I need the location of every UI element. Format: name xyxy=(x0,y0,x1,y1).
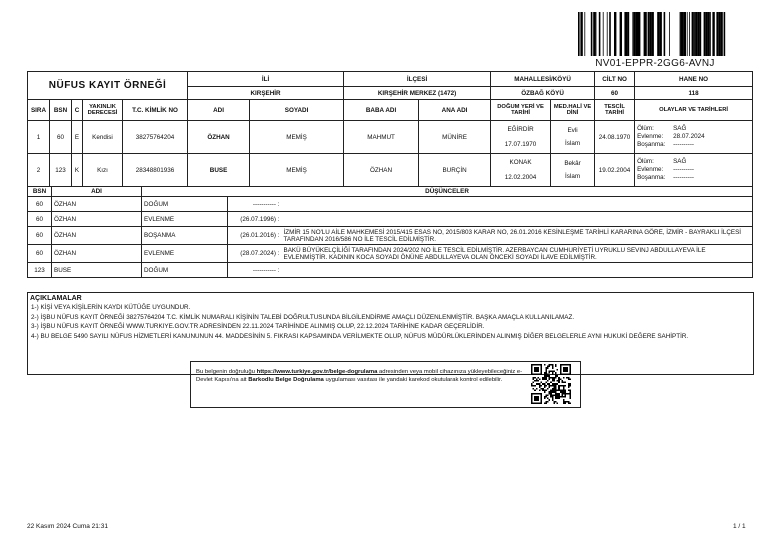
header-ilce: İLÇESİ xyxy=(344,72,491,87)
note-olay: EVLENME xyxy=(142,245,228,263)
bosanma-label: Boşanma: xyxy=(637,174,666,181)
cell-tc: 38275764204 xyxy=(123,121,188,154)
col-tescil: TESCİL TARİHİ xyxy=(595,100,635,121)
verify-text-2: adresinden veya mobil cihazınıza yükleyebileceğiniz e-Devlet Kapısı'na ait xyxy=(196,369,523,383)
col-medeni: MED.HALİ VE DİNİ xyxy=(551,100,595,121)
col-olaylar: OLAYLAR VE TARİHLERİ xyxy=(635,100,753,121)
dogum-tarihi: 17.07.1970 xyxy=(504,141,537,148)
cell-c: K xyxy=(72,154,83,187)
page-title: NÜFUS KAYIT ÖRNEĞİ xyxy=(28,72,188,100)
note-aciklama xyxy=(282,197,753,212)
verify-url-link[interactable]: https://www.turkiye.gov.tr/belge-dogrulama xyxy=(256,369,378,375)
cell-dogum xyxy=(491,121,551,154)
note-aciklama: İZMİR 15 NO'LU AİLE MAHKEMESİ 2015/415 ESAS NO, 2015/803 KARAR NO, 26.01.2016 KESİNLEŞME TARİHLİ KARARINA GÖRE, İZMİR - BAYRAKLI İLÇESİ TARAFINDAN 2016/586 NO İLE TESCİL EDİLMİŞTİR. xyxy=(282,227,753,245)
cell-yakinlik: Kızı xyxy=(83,154,123,187)
note-row xyxy=(28,227,753,245)
olum-label: Ölüm: xyxy=(637,158,654,165)
evlenme-label: Evlenme: xyxy=(637,133,664,140)
note-bsn: 60 xyxy=(28,197,52,212)
cell-adi: BUSE xyxy=(188,154,250,187)
note-adi: ÖZHAN xyxy=(52,245,142,263)
value-cilt-no: 60 xyxy=(595,87,635,100)
aciklama-line: 1-) KİŞİ VEYA KİŞİLERİN KAYDI KÜTÜĞE UYGUNDUR. xyxy=(31,304,191,311)
bosanma-value: ---------- xyxy=(673,141,695,148)
cell-baba: MAHMUT xyxy=(344,121,419,154)
note-bsn: 60 xyxy=(28,227,52,245)
cell-bsn: 60 xyxy=(50,121,72,154)
medeni-hal: Bekâr xyxy=(564,160,581,167)
cell-soyadi: MEMİŞ xyxy=(250,154,344,187)
note-tarih: (28.07.2024) : xyxy=(228,245,282,263)
verify-app-name: Barkodlu Belge Doğrulama xyxy=(248,376,324,383)
cell-olaylar xyxy=(635,121,753,154)
aciklama-line: 2-) İŞBU NÜFUS KAYIT ÖRNEĞİ 38275764204 T.C. KİMLİK NUMARALI KİŞİNİN TALEBİ DOĞRULTUSUNDA BİLGİLENDİRME AMAÇLI DÜZENLENMİŞTİR. BAŞKA AMAÇLA KULLANILAMAZ. xyxy=(31,313,575,321)
cell-ana: BURÇİN xyxy=(419,154,491,187)
main-table xyxy=(27,71,753,187)
table-row xyxy=(28,121,753,154)
din: İslam xyxy=(565,173,581,180)
cell-soyadi: MEMİŞ xyxy=(250,121,344,154)
cell-medeni xyxy=(551,154,595,187)
notes-col-bsn: BSN xyxy=(28,187,52,197)
medeni-hal: Evli xyxy=(567,127,578,134)
cell-adi: ÖZHAN xyxy=(188,121,250,154)
note-olay: BOŞANMA xyxy=(142,227,228,245)
value-ilce: KIRŞEHİR MERKEZ (1472) xyxy=(344,87,491,100)
note-row xyxy=(28,245,753,263)
col-yakinlik: YAKINLIK DERECESİ xyxy=(83,100,123,121)
din: İslam xyxy=(565,140,581,147)
barcode-icon xyxy=(578,12,728,56)
col-baba: BABA ADI xyxy=(344,100,419,121)
cell-dogum xyxy=(491,154,551,187)
note-adi: BUSE xyxy=(52,263,142,278)
cell-medeni xyxy=(551,121,595,154)
cell-olaylar xyxy=(635,154,753,187)
evlenme-label: Evlenme: xyxy=(637,166,664,173)
footer-page-number: 1 / 1 xyxy=(733,523,746,530)
verify-text-1: Bu belgenin doğruluğu xyxy=(196,369,257,375)
note-olay: DOĞUM xyxy=(142,197,228,212)
note-aciklama: BAKÜ BÜYÜKELÇİLİĞİ TARAFINDAN 2024/202 NO İLE TESCİL EDİLMİŞTİR. AZERBAYCAN CUMHURİYETİ UYRUKLU SEVINJ ABDULLAYEVA İLE EVLENMİŞTİR. KADININ KOCA SOYADI ÖNÜNE ABDULLAYEVA OLAN ÖNCEKİ SOYADI İLAVE EDİLMİŞTİR. xyxy=(282,245,753,263)
evlenme-value: ---------- xyxy=(673,166,695,173)
col-adi: ADI xyxy=(188,100,250,121)
aciklama-line: 3-) İŞBU NÜFUS KAYIT ÖRNEĞİ WWW.TURKIYE.GOV.TR ADRESİNDEN 22.11.2024 TARİHİNDE ALINMIŞ OLUP, 22.12.2024 TARİHİNE KADAR GEÇERLİDİR. xyxy=(31,323,485,330)
document-code: NV01-EPPR-2GG6-AVNJ xyxy=(595,58,715,69)
col-soyadi: SOYADI xyxy=(250,100,344,121)
note-olay: DOĞUM xyxy=(142,263,228,278)
note-tarih: (26.01.2016) : xyxy=(228,227,282,245)
value-il: KIRŞEHİR xyxy=(188,87,344,100)
note-bsn: 60 xyxy=(28,212,52,227)
cell-baba: ÖZHAN xyxy=(344,154,419,187)
note-adi: ÖZHAN xyxy=(52,197,142,212)
cell-c: E xyxy=(72,121,83,154)
cell-sira: 1 xyxy=(28,121,50,154)
cell-ana: MÜNİRE xyxy=(419,121,491,154)
qr-code-icon xyxy=(531,364,571,404)
note-aciklama xyxy=(282,263,753,278)
col-ana: ANA ADI xyxy=(419,100,491,121)
notes-col-dusunceler: DÜŞÜNCELER xyxy=(142,187,753,197)
footer-datetime: 22 Kasım 2024 Cuma 21:31 xyxy=(27,523,108,530)
note-tarih: (26.07.1996) : xyxy=(228,212,282,227)
bosanma-label: Boşanma: xyxy=(637,141,666,148)
olum-value: SAĞ xyxy=(673,125,687,132)
col-dogum: DOĞUM YERİ VE TARİHİ xyxy=(491,100,551,121)
header-hane-no: HANE NO xyxy=(635,72,753,87)
dogum-yeri: EĞİRDİR xyxy=(507,126,534,133)
verification-text xyxy=(196,369,526,384)
column-header-row xyxy=(28,100,753,121)
cell-tc: 28348801936 xyxy=(123,154,188,187)
note-row xyxy=(28,263,753,278)
note-row xyxy=(28,197,753,212)
notes-table xyxy=(27,186,753,278)
header-mahalle: MAHALLESİ/KÖYÜ xyxy=(491,72,595,87)
col-c: C xyxy=(72,100,83,121)
value-hane-no: 118 xyxy=(635,87,753,100)
verify-text-3: uygulaması vasıtası ile yandaki karekod okutularak kontrol edilebilir. xyxy=(323,376,503,383)
col-sira: SIRA xyxy=(28,100,50,121)
note-adi: ÖZHAN xyxy=(52,227,142,245)
evlenme-value: 28.07.2024 xyxy=(673,133,705,140)
header-il: İLİ xyxy=(188,72,344,87)
note-bsn: 60 xyxy=(28,245,52,263)
table-row xyxy=(28,154,753,187)
olum-value: SAĞ xyxy=(673,158,687,165)
col-bsn: BSN xyxy=(50,100,72,121)
note-aciklama xyxy=(282,212,753,227)
header-cilt-no: CİLT NO xyxy=(595,72,635,87)
olum-label: Ölüm: xyxy=(637,125,654,132)
note-row xyxy=(28,212,753,227)
cell-tescil: 24.08.1970 xyxy=(595,121,635,154)
note-tarih: ----------- : xyxy=(228,197,282,212)
bosanma-value: ---------- xyxy=(673,174,695,181)
note-bsn: 123 xyxy=(28,263,52,278)
dogum-tarihi: 12.02.2004 xyxy=(504,174,537,181)
note-tarih: ----------- : xyxy=(228,263,282,278)
note-olay: EVLENME xyxy=(142,212,228,227)
dogum-yeri: KONAK xyxy=(509,159,532,166)
col-tc: T.C. KİMLİK NO xyxy=(123,100,188,121)
cell-yakinlik: Kendisi xyxy=(83,121,123,154)
aciklamalar-title: AÇIKLAMALAR xyxy=(30,295,82,302)
note-adi: ÖZHAN xyxy=(52,212,142,227)
cell-sira: 2 xyxy=(28,154,50,187)
cell-tescil: 19.02.2004 xyxy=(595,154,635,187)
value-mahalle: ÖZBAĞ KÖYÜ xyxy=(491,87,595,100)
cell-bsn: 123 xyxy=(50,154,72,187)
notes-col-adi: ADI xyxy=(52,187,142,197)
aciklama-line: 4-) BU BELGE 5490 SAYILI NÜFUS HİZMETLERİ KANUNUNUN 44. MADDESİNİN 5. FIKRASI KAPSAMINDA VERİLMEKTE OLUP, NÜFUS MÜDÜRLÜKLERİNDEN ALINMIŞ DİĞER BELGELERLE AYNI HUKUKİ DEĞERE SAHİPTİR. xyxy=(31,332,689,340)
